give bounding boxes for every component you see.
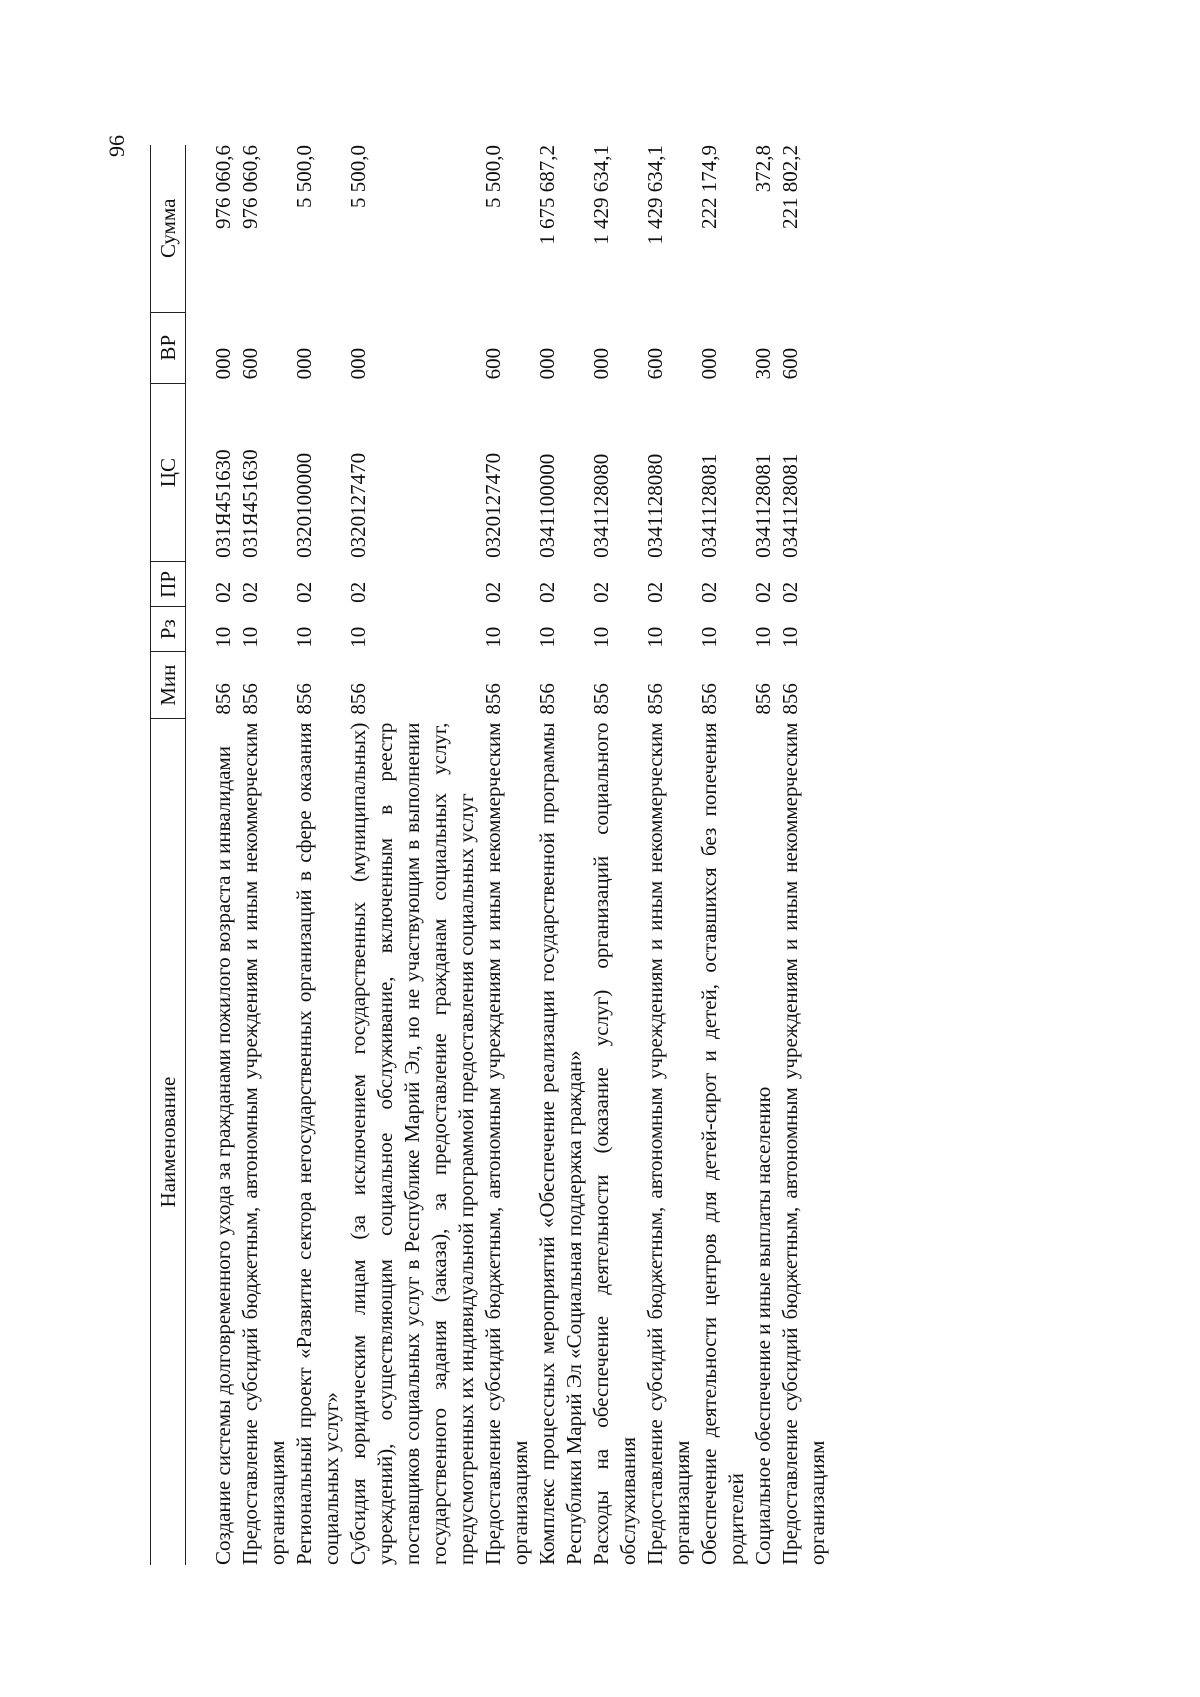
cell-vr: 600 [778, 347, 802, 380]
cell-name: Предоставление субсидий бюджетным, автономным учреждениям и иным некоммерческим организациям [643, 722, 694, 1565]
cell-rz: 10 [481, 626, 505, 648]
header-rz: Рз [151, 607, 186, 652]
cell-cs: 0341100000 [535, 453, 559, 558]
table-row [777, 145, 831, 1565]
header-cs: ЦС [151, 383, 186, 562]
cell-rz: 10 [643, 626, 667, 648]
cell-cs: 0320127470 [346, 452, 370, 558]
cell-cs: 0341128081 [778, 453, 802, 558]
cell-vr: 300 [751, 347, 775, 380]
header-min: Мин [151, 652, 186, 719]
cell-sum: 976 060,6 [211, 145, 235, 229]
cell-pr: 02 [751, 581, 775, 603]
table-row [696, 145, 750, 1565]
table-row [480, 145, 534, 1565]
cell-name: Создание системы долговременного ухода за гражданами пожилого возраста и инвалидами [211, 746, 235, 1565]
cell-pr: 02 [778, 581, 802, 603]
table-row [210, 145, 237, 1565]
header-row [151, 145, 186, 1565]
cell-vr: 000 [292, 347, 316, 380]
cell-min: 856 [751, 683, 775, 715]
header-pr: ПР [151, 562, 186, 607]
cell-name: Расходы на обеспечение деятельности (оказание услуг) организаций социального обслуживания [589, 722, 640, 1565]
cell-name: Предоставление субсидий бюджетным, автономным учреждениям и иным некоммерческим организациям [778, 722, 829, 1565]
cell-min: 856 [643, 683, 667, 715]
cell-sum: 221 802,2 [778, 145, 802, 229]
budget-table [150, 145, 831, 1565]
cell-cs: 031Я451630 [238, 449, 262, 558]
cell-cs: 0341128080 [589, 453, 613, 558]
cell-vr: 600 [643, 347, 667, 380]
cell-rz: 10 [535, 626, 559, 648]
table-row [345, 145, 480, 1565]
cell-name: Предоставление субсидий бюджетным, автономным учреждениям и иным некоммерческим организациям [481, 722, 532, 1565]
cell-vr: 600 [481, 347, 505, 380]
header-name: Наименование [151, 719, 186, 1565]
cell-sum: 1 429 634,1 [643, 145, 667, 245]
header-vr: ВР [151, 312, 186, 383]
table-row [588, 145, 642, 1565]
cell-sum: 372,8 [751, 145, 775, 193]
table-row [534, 145, 588, 1565]
cell-rz: 10 [292, 626, 316, 648]
cell-rz: 10 [346, 626, 370, 648]
cell-sum: 976 060,6 [238, 145, 262, 229]
cell-min: 856 [778, 683, 802, 715]
cell-pr: 02 [211, 581, 235, 603]
cell-pr: 02 [697, 581, 721, 603]
cell-sum: 5 500,0 [481, 145, 505, 208]
cell-rz: 10 [211, 626, 235, 648]
cell-min: 856 [481, 683, 505, 715]
table-header [151, 145, 186, 1565]
cell-min: 856 [346, 683, 370, 715]
cell-min: 856 [697, 683, 721, 715]
rotated-document-page [104, 135, 1050, 1565]
cell-vr: 000 [346, 347, 370, 380]
cell-pr: 02 [346, 581, 370, 603]
cell-vr: 600 [238, 347, 262, 380]
table-row [642, 145, 696, 1565]
cell-name: Обеспечение деятельности центров для детей-сирот и детей, оставшихся без попечения родителей [697, 722, 748, 1565]
cell-name: Комплекс процессных мероприятий «Обеспечение реализации государственной программы Республики Марий Эл «Социальная поддержка граждан» [535, 722, 586, 1565]
cell-min: 856 [292, 683, 316, 715]
cell-cs: 0341128081 [751, 453, 775, 558]
cell-pr: 02 [292, 581, 316, 603]
cell-min: 856 [535, 683, 559, 715]
cell-sum: 222 174,9 [697, 145, 721, 229]
cell-pr: 02 [238, 581, 262, 603]
header-spacer [186, 145, 211, 1565]
cell-rz: 10 [589, 626, 613, 648]
table-body [186, 145, 832, 1565]
cell-name: Субсидия юридическим лицам (за исключением государственных (муниципальных) учреждений), осуществляющим социальное обслуживание, включенным в реестр поставщиков социальных услуг в Республике Марий Эл, но не участвующим в выполнении государственного задания (заказа), за предоставление гражданам социальных услуг, предусмотренных их индивидуальной программой предоставления социальных услуг [346, 722, 478, 1565]
cell-rz: 10 [697, 626, 721, 648]
table-row [237, 145, 291, 1565]
cell-sum: 5 500,0 [346, 145, 370, 208]
cell-min: 856 [211, 683, 235, 715]
cell-sum: 1 675 687,2 [535, 145, 559, 245]
table-row [291, 145, 345, 1565]
cell-rz: 10 [751, 626, 775, 648]
cell-vr: 000 [211, 347, 235, 380]
header-sum: Сумма [151, 145, 186, 312]
cell-pr: 02 [643, 581, 667, 603]
cell-name: Региональный проект «Развитие сектора негосударственных организаций в сфере оказания социальных услуг» [292, 722, 343, 1565]
cell-cs: 031Я451630 [211, 449, 235, 558]
cell-rz: 10 [778, 626, 802, 648]
cell-name: Социальное обеспечение и иные выплаты населению [751, 1086, 775, 1565]
cell-cs: 0320127470 [481, 452, 505, 558]
cell-rz: 10 [238, 626, 262, 648]
cell-vr: 000 [589, 347, 613, 380]
cell-pr: 02 [481, 581, 505, 603]
cell-name: Предоставление субсидий бюджетным, автономным учреждениям и иным некоммерческим организациям [238, 722, 289, 1565]
table-row [750, 145, 777, 1565]
cell-pr: 02 [589, 581, 613, 603]
cell-pr: 02 [535, 581, 559, 603]
cell-cs: 0341128080 [643, 453, 667, 558]
cell-sum: 1 429 634,1 [589, 145, 613, 245]
cell-cs: 0320100000 [292, 452, 316, 558]
cell-vr: 000 [535, 347, 559, 380]
cell-vr: 000 [697, 347, 721, 380]
cell-min: 856 [589, 683, 613, 715]
cell-min: 856 [238, 683, 262, 715]
cell-sum: 5 500,0 [292, 145, 316, 208]
page-number: 96 [104, 135, 129, 157]
cell-cs: 0341128081 [697, 453, 721, 558]
